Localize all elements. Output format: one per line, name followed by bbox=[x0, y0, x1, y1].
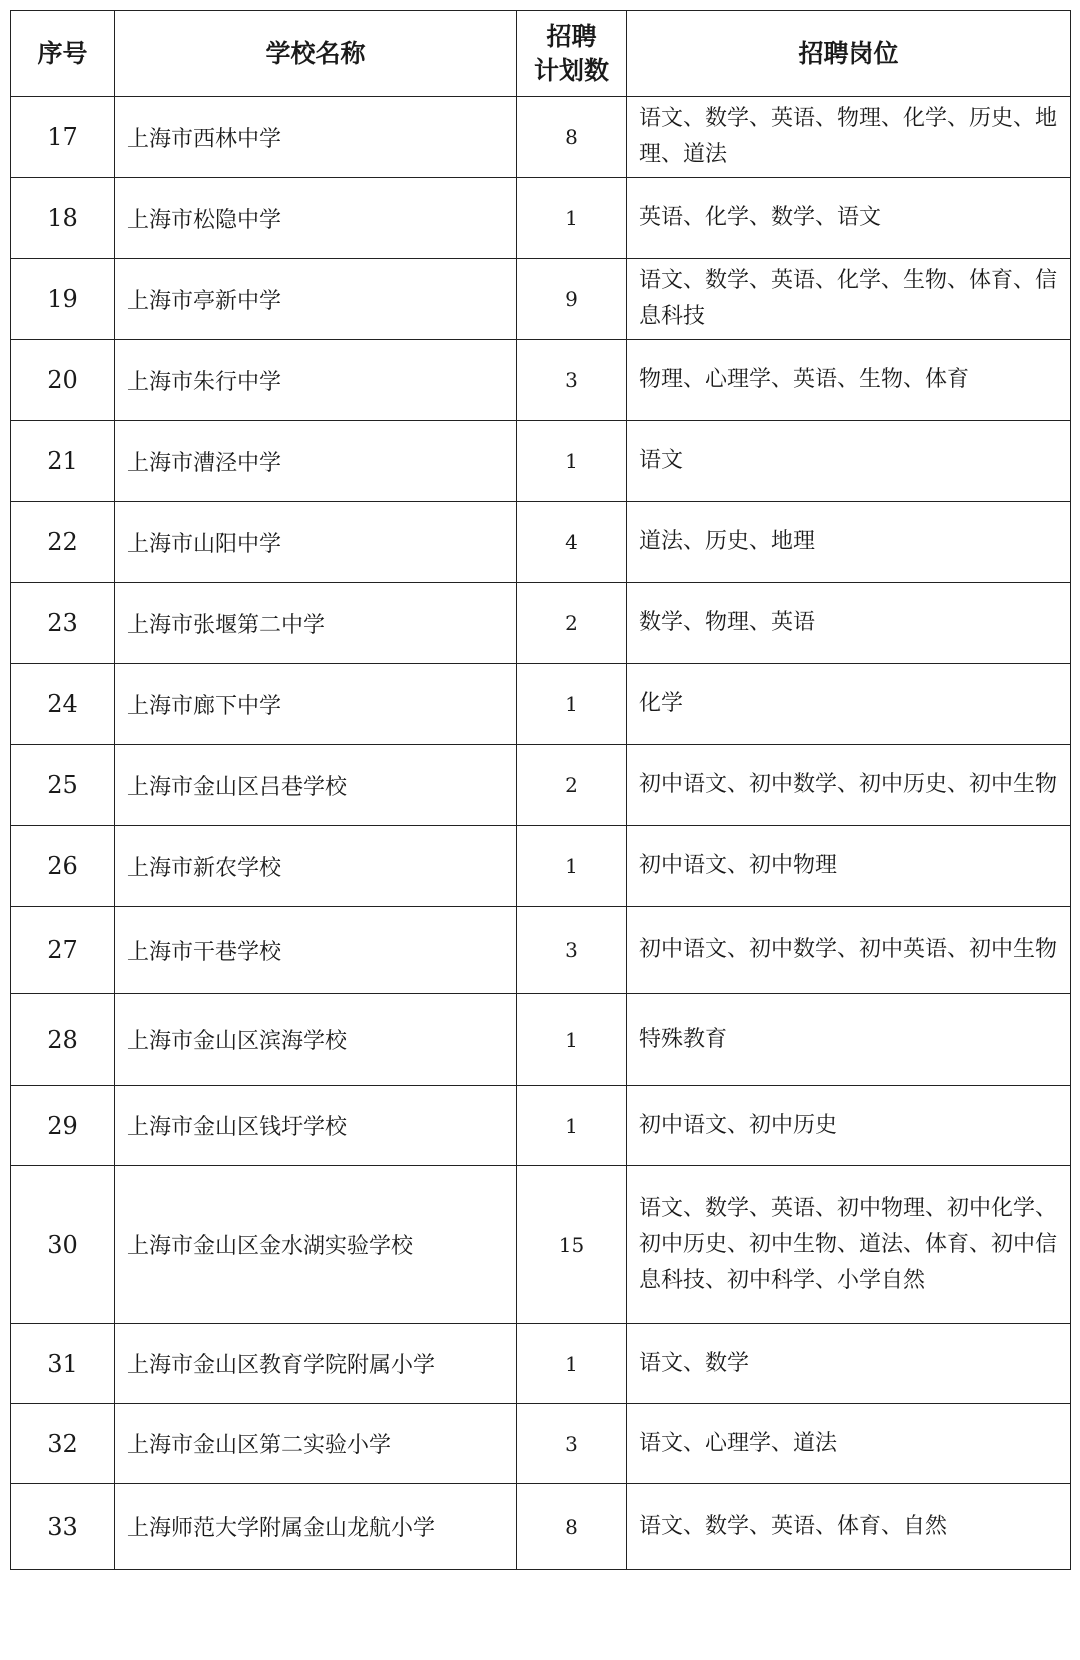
plan-count-cell: 9 bbox=[517, 259, 627, 340]
table-row bbox=[11, 1404, 1071, 1484]
serial-number-cell: 27 bbox=[11, 907, 115, 994]
positions-cell: 物理、心理学、英语、生物、体育 bbox=[627, 340, 1071, 421]
positions-cell: 语文、数学 bbox=[627, 1324, 1071, 1404]
serial-number-cell: 32 bbox=[11, 1404, 115, 1484]
serial-number-cell: 23 bbox=[11, 583, 115, 664]
recruitment-table bbox=[10, 10, 1071, 1570]
school-name-cell: 上海市西林中学 bbox=[115, 97, 517, 178]
positions-cell: 道法、历史、地理 bbox=[627, 502, 1071, 583]
table-row bbox=[11, 994, 1071, 1086]
plan-count-cell: 1 bbox=[517, 1086, 627, 1166]
positions-cell: 初中语文、初中数学、初中历史、初中生物 bbox=[627, 745, 1071, 826]
table-row bbox=[11, 421, 1071, 502]
serial-number-cell: 29 bbox=[11, 1086, 115, 1166]
positions-cell: 化学 bbox=[627, 664, 1071, 745]
table-row bbox=[11, 664, 1071, 745]
table-row bbox=[11, 1484, 1071, 1570]
serial-number-cell: 31 bbox=[11, 1324, 115, 1404]
header-school-name: 学校名称 bbox=[115, 11, 517, 97]
plan-count-cell: 3 bbox=[517, 907, 627, 994]
positions-cell: 语文 bbox=[627, 421, 1071, 502]
table-row bbox=[11, 340, 1071, 421]
plan-count-cell: 1 bbox=[517, 664, 627, 745]
serial-number-cell: 22 bbox=[11, 502, 115, 583]
school-name-cell: 上海市金山区第二实验小学 bbox=[115, 1404, 517, 1484]
plan-count-cell: 8 bbox=[517, 1484, 627, 1570]
school-name-cell: 上海市金山区金水湖实验学校 bbox=[115, 1166, 517, 1324]
positions-cell: 语文、数学、英语、物理、化学、历史、地理、道法 bbox=[627, 97, 1071, 178]
plan-count-cell: 2 bbox=[517, 583, 627, 664]
table-row bbox=[11, 1166, 1071, 1324]
serial-number-cell: 20 bbox=[11, 340, 115, 421]
positions-cell: 英语、化学、数学、语文 bbox=[627, 178, 1071, 259]
header-row bbox=[11, 11, 1071, 97]
plan-count-cell: 1 bbox=[517, 826, 627, 907]
serial-number-cell: 24 bbox=[11, 664, 115, 745]
header-plan-count bbox=[517, 11, 627, 97]
table-row bbox=[11, 502, 1071, 583]
positions-cell: 数学、物理、英语 bbox=[627, 583, 1071, 664]
table-row bbox=[11, 178, 1071, 259]
school-name-cell: 上海市山阳中学 bbox=[115, 502, 517, 583]
school-name-cell: 上海市干巷学校 bbox=[115, 907, 517, 994]
serial-number-cell: 21 bbox=[11, 421, 115, 502]
school-name-cell: 上海市亭新中学 bbox=[115, 259, 517, 340]
table-row bbox=[11, 745, 1071, 826]
positions-cell: 语文、数学、英语、化学、生物、体育、信息科技 bbox=[627, 259, 1071, 340]
plan-count-cell: 3 bbox=[517, 340, 627, 421]
plan-count-cell: 8 bbox=[517, 97, 627, 178]
serial-number-cell: 19 bbox=[11, 259, 115, 340]
header-plan-count-line1: 招聘 bbox=[546, 21, 597, 51]
table-row bbox=[11, 1086, 1071, 1166]
plan-count-cell: 1 bbox=[517, 994, 627, 1086]
serial-number-cell: 17 bbox=[11, 97, 115, 178]
positions-cell: 语文、数学、英语、体育、自然 bbox=[627, 1484, 1071, 1570]
plan-count-cell: 1 bbox=[517, 178, 627, 259]
plan-count-cell: 1 bbox=[517, 421, 627, 502]
positions-cell: 语文、数学、英语、初中物理、初中化学、初中历史、初中生物、道法、体育、初中信息科技、初中科学、小学自然 bbox=[627, 1166, 1071, 1324]
plan-count-cell: 1 bbox=[517, 1324, 627, 1404]
header-plan-count-line2: 计划数 bbox=[533, 55, 609, 85]
header-serial-number: 序号 bbox=[11, 11, 115, 97]
table-row bbox=[11, 826, 1071, 907]
plan-count-cell: 4 bbox=[517, 502, 627, 583]
table-row bbox=[11, 259, 1071, 340]
school-name-cell: 上海市金山区吕巷学校 bbox=[115, 745, 517, 826]
table-row bbox=[11, 907, 1071, 994]
table-row bbox=[11, 583, 1071, 664]
table-row bbox=[11, 1324, 1071, 1404]
positions-cell: 初中语文、初中物理 bbox=[627, 826, 1071, 907]
serial-number-cell: 25 bbox=[11, 745, 115, 826]
serial-number-cell: 28 bbox=[11, 994, 115, 1086]
serial-number-cell: 18 bbox=[11, 178, 115, 259]
table-row bbox=[11, 97, 1071, 178]
plan-count-cell: 2 bbox=[517, 745, 627, 826]
school-name-cell: 上海市松隐中学 bbox=[115, 178, 517, 259]
school-name-cell: 上海市朱行中学 bbox=[115, 340, 517, 421]
school-name-cell: 上海师范大学附属金山龙航小学 bbox=[115, 1484, 517, 1570]
positions-cell: 语文、心理学、道法 bbox=[627, 1404, 1071, 1484]
positions-cell: 特殊教育 bbox=[627, 994, 1071, 1086]
school-name-cell: 上海市金山区教育学院附属小学 bbox=[115, 1324, 517, 1404]
serial-number-cell: 33 bbox=[11, 1484, 115, 1570]
school-name-cell: 上海市廊下中学 bbox=[115, 664, 517, 745]
header-positions: 招聘岗位 bbox=[627, 11, 1071, 97]
positions-cell: 初中语文、初中历史 bbox=[627, 1086, 1071, 1166]
plan-count-cell: 15 bbox=[517, 1166, 627, 1324]
plan-count-cell: 3 bbox=[517, 1404, 627, 1484]
school-name-cell: 上海市张堰第二中学 bbox=[115, 583, 517, 664]
serial-number-cell: 30 bbox=[11, 1166, 115, 1324]
school-name-cell: 上海市金山区滨海学校 bbox=[115, 994, 517, 1086]
school-name-cell: 上海市新农学校 bbox=[115, 826, 517, 907]
positions-cell: 初中语文、初中数学、初中英语、初中生物 bbox=[627, 907, 1071, 994]
school-name-cell: 上海市金山区钱圩学校 bbox=[115, 1086, 517, 1166]
school-name-cell: 上海市漕泾中学 bbox=[115, 421, 517, 502]
serial-number-cell: 26 bbox=[11, 826, 115, 907]
